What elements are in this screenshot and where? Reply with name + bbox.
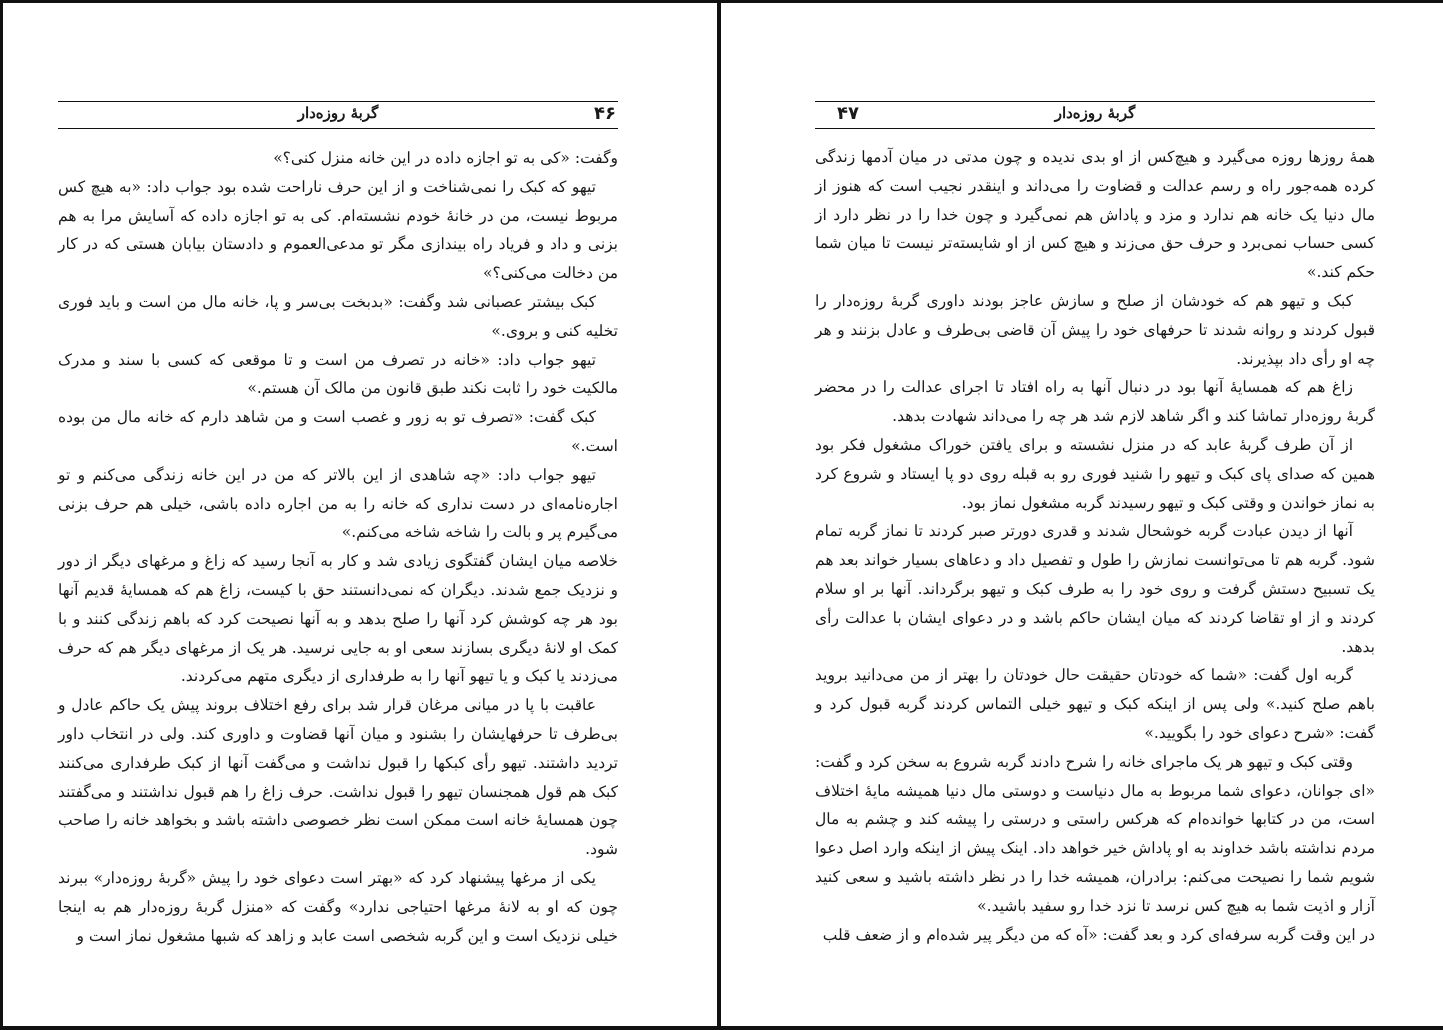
paragraph: در این وقت گربه سرفه‌ای کرد و بعد گفت: «آه که من دیگر پیر شده‌ام و از ضعف قلب — [822, 925, 1375, 944]
paragraph: همهٔ روزها روزه می‌گیرد و هیچ‌کس از او بدی ندیده و چون مدتی در میان آدمها زندگی کرده همه‌جور راه و رسم عدالت و قضاوت را می‌داند و اینقدر نجیب است که هنوز از مال دنیا یک خانه هم ندارد و مزد و پاداش هم نمی‌گیرد و چون خدا را در نظر دارد از کسی حساب نمی‌برد و حرف حق می‌زند و هیچ کس از او شایسته‌تر نیست تا میان شما حکم کند.» — [815, 148, 1375, 282]
scan-border-left — [0, 0, 3, 1030]
paragraph: وقتی کبک و تیهو هر یک ماجرای خانه را شرح دادند گربه شروع به سخن کرد و گفت: «ای جوانان، دعوای شما مربوط به مال دنیاست و دوستی مال دنیا همیشه مایهٔ اختلاف است، من در کتابها خوانده‌ام که هرکس راستی و درستی را پیشه کند و چشم به مال مردم نداشته باشد خداوند به او پاداش خیر خواهد داد. اینک پیش از اینکه وارد اصل دعوا شویم شما را نصیحت می‌کنم: برادران، همیشه خدا را در نظر داشته باشید و سعی کنید آزار و اذیت شما به هیچ کس نرسد تا نزد خدا رو سفید باشید.» — [815, 752, 1375, 915]
paragraph: تیهو جواب داد: «چه شاهدی از این بالاتر که من در این خانه زندگی می‌کنم و تو اجاره‌نامه‌ای در دست نداری که خانه را به من اجاره داده باشی، خیلی هم حرف بزنی می‌گیرم پر و بالت را شاخه شاخه می‌کنم.» — [58, 465, 618, 542]
paragraph: خلاصه میان ایشان گفتگوی زیادی شد و کار به آنجا رسید که زاغ و مرغهای دیگر از دور و نزدیک جمع شدند. دیگران که نمی‌دانستند حق با کیست، زاغ هم که همسایهٔ قدیم آنها بود هر چه کوشش کرد آنها را صلح بدهد و به آنها نصیحت کرد که باهم زندگی کنند و با کمک او لانهٔ دیگری بسازند سعی او به جایی نرسید. هر یک از مرغهای دیگر هم که حرف می‌زدند یا کبک و یا تیهو آنها را به طرفداری از دیگری متهم می‌کردند. — [58, 552, 618, 686]
paragraph: آنها از دیدن عبادت گربه خوشحال شدند و قدری دورتر صبر کردند تا نماز گربه تمام شود. گربه هم تا می‌توانست نمازش را طول و تفصیل داد و دعاهای بسیار خواند بعد هم یک تسبیح دستش گرفت و روی خود را به طرف کبک و تیهو برگرداند. آنها بر او سلام کردند و از او تقاضا کردند که میان ایشان حاکم باشد و در دعوای ایشان با عدالت رأی بدهد. — [815, 522, 1375, 656]
scan-border-bottom — [0, 1026, 1443, 1030]
paragraph: تیهو جواب داد: «خانه در تصرف من است و تا موقعی که کسی با سند و مدرک مالکیت خود را ثابت نکند طبق قانون من مالک آن هستم.» — [58, 350, 618, 398]
running-header — [58, 101, 618, 129]
paragraph: گربه اول گفت: «شما که خودتان حقیقت حال خودتان را بهتر از من می‌دانید بروید باهم صلح کنید.» ولی پس از اینکه کبک و تیهو خیلی التماس کردند گربه قبول کرد و گفت: «شرح دعوای خود را بگویید.» — [815, 666, 1375, 742]
page-body — [815, 143, 1375, 949]
running-header-title: گربهٔ روزه‌دار — [1054, 104, 1136, 122]
paragraph: وگفت: «کی به تو اجازه داده در این خانه منزل کنی؟» — [273, 149, 618, 167]
paragraph: عاقبت با پا در میانی مرغان قرار شد برای رفع اختلاف بروند پیش یک حاکم عادل و بی‌طرف تا حرفهایشان را بشنود و میان آنها قضاوت و داوری کند. ولی در انتخاب داور تردید داشتند. تیهو رأی کبکها را قبول نداشت و می‌گفت آنها از کبک طرفداری می‌کنند کبک هم قول همجنسان تیهو را قبول نداشت. حرف زاغ را هم قبول نداشتند و می‌گفتند چون همسایهٔ خانه است ممکن است نظر خصوصی داشته باشد و بخواهد خانه را صاحب شود. — [58, 696, 618, 859]
paragraph: از آن طرف گربهٔ عابد که در منزل نشسته و برای یافتن خوراک مشغول فکر بود همین که صدای پای کبک و تیهو را شنید فوری رو به قبله روی دو پا ایستاد و شروع کرد به نماز خواندن و وقتی کبک و تیهو رسیدند گربه مشغول نماز بود. — [815, 435, 1375, 512]
running-header-title: گربهٔ روزه‌دار — [297, 104, 379, 122]
paragraph: زاغ هم که همسایهٔ آنها بود در دنبال آنها به راه افتاد تا اجرای عدالت را در محضر گربهٔ روزه‌دار تماشا کند و اگر شاهد لازم شد هر چه را می‌داند شهادت بدهد. — [815, 378, 1375, 426]
paragraph: تیهو که کبک را نمی‌شناخت و از این حرف ناراحت شده بود جواب داد: «به هیچ کس مربوط نیست، من در خانهٔ خودم نشسته‌ام. کی به تو اجازه داده که آسایش مرا به هم بزنی و داد و فریاد راه بیندازی مگر تو مدعی‌العموم و دادستان بیابان هستی که در کار من دخالت می‌کنی؟» — [58, 177, 618, 283]
page-number: ۴۷ — [837, 103, 859, 124]
running-header — [815, 101, 1375, 129]
paragraph: کبک و تیهو هم که خودشان از صلح و سازش عاجز بودند داوری گربهٔ روزه‌دار را قبول کردند و روانه شدند تا حرفهای خود را پیش آن قاضی بی‌طرف و عادل بزنند و هر چه او رأی داد بپذیرند. — [815, 291, 1375, 368]
scan-border-top — [0, 0, 1443, 3]
paragraph: کبک بیشتر عصبانی شد وگفت: «بدبخت بی‌سر و پا، خانه مال من است و باید فوری تخلیه کنی و بروی.» — [58, 292, 618, 340]
paragraph: کبک گفت: «تصرف تو به زور و غصب است و من شاهد دارم که خانه مال من بوده است.» — [58, 408, 618, 455]
page-number: ۴۶ — [594, 103, 616, 124]
page-body — [58, 144, 618, 950]
paragraph: یکی از مرغها پیشنهاد کرد که «بهتر است دعوای خود را پیش «گربهٔ روزه‌دار» ببرند چون که او به لانهٔ مرغها احتیاجی ندارد» وگفت که «منزل گربهٔ روزه‌دار هم به اینجا خیلی نزدیک است و این گربه شخصی است عابد و زاهد که شبها مشغول نماز است و — [58, 868, 618, 945]
book-gutter — [717, 0, 721, 1030]
